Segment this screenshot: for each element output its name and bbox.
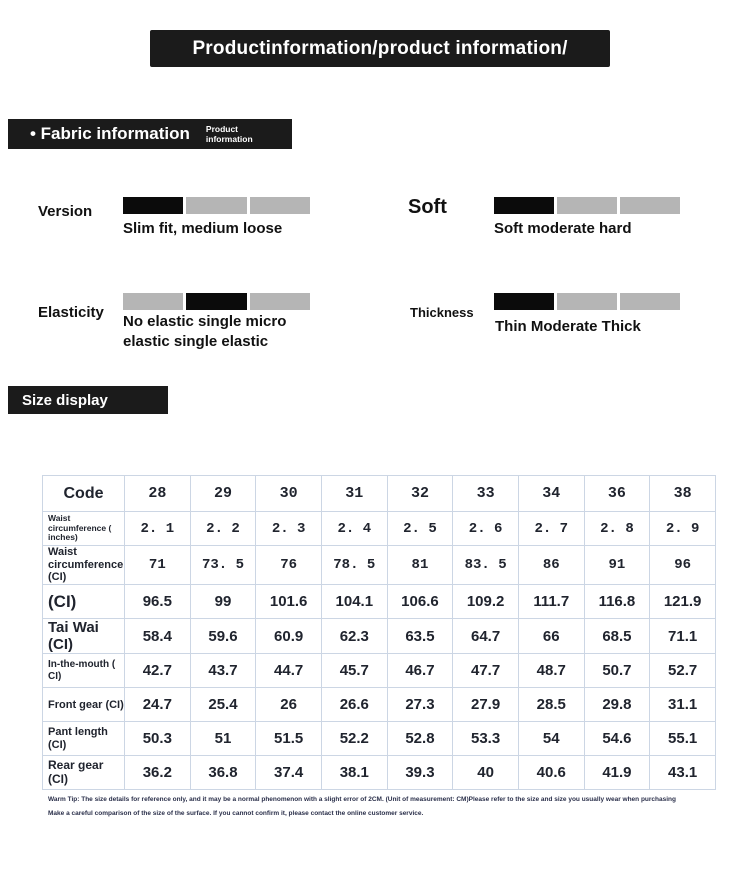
table-cell: 99 — [190, 584, 256, 618]
table-cell: 76 — [256, 546, 322, 585]
row-label: In-the-mouth ( CI) — [43, 654, 125, 688]
table-cell: 39.3 — [387, 756, 453, 790]
bar-segment-black — [494, 197, 554, 214]
table-cell: 40.6 — [518, 756, 584, 790]
table-cell: 96.5 — [125, 584, 191, 618]
table-header-size: 29 — [190, 476, 256, 512]
table-cell: 83. 5 — [453, 546, 519, 585]
size-display-header: Size display — [8, 386, 168, 414]
table-cell: 24.7 — [125, 688, 191, 722]
table-cell: 51.5 — [256, 722, 322, 756]
table-cell: 58.4 — [125, 618, 191, 654]
table-row — [43, 584, 716, 618]
table-cell: 54 — [518, 722, 584, 756]
attribute-caption-thickness: Thin Moderate Thick — [495, 318, 641, 335]
row-label: Pant length (CI) — [43, 722, 125, 756]
table-cell: 2. 1 — [125, 512, 191, 546]
size-table-head — [43, 476, 716, 512]
table-cell: 43.1 — [650, 756, 716, 790]
attribute-bar-thickness — [494, 293, 680, 310]
table-cell: 66 — [518, 618, 584, 654]
table-cell: 36.2 — [125, 756, 191, 790]
table-cell: 2. 9 — [650, 512, 716, 546]
table-cell: 2. 5 — [387, 512, 453, 546]
table-cell: 45.7 — [321, 654, 387, 688]
table-cell: 91 — [584, 546, 650, 585]
attribute-label-version: Version — [38, 203, 93, 220]
table-header-size: 30 — [256, 476, 322, 512]
row-label: Waist circumference ( inches) — [43, 512, 125, 546]
attribute-bar-elasticity — [123, 293, 310, 310]
table-row — [43, 618, 716, 654]
size-table-body — [43, 512, 716, 790]
table-cell: 121.9 — [650, 584, 716, 618]
table-cell: 47.7 — [453, 654, 519, 688]
table-cell: 2. 8 — [584, 512, 650, 546]
table-cell: 116.8 — [584, 584, 650, 618]
row-label: Waist circumference (CI) — [43, 546, 125, 585]
table-cell: 2. 7 — [518, 512, 584, 546]
bar-segment-gray — [186, 197, 246, 214]
table-cell: 42.7 — [125, 654, 191, 688]
attribute-caption-soft: Soft moderate hard — [494, 220, 632, 237]
table-cell: 104.1 — [321, 584, 387, 618]
bar-segment-gray — [250, 197, 310, 214]
table-cell: 101.6 — [256, 584, 322, 618]
table-cell: 46.7 — [387, 654, 453, 688]
attribute-bar-soft — [494, 197, 680, 214]
product-information-badge: Product information — [205, 123, 253, 144]
table-cell: 60.9 — [256, 618, 322, 654]
table-row — [43, 512, 716, 546]
bar-segment-gray — [620, 293, 680, 310]
table-cell: 55.1 — [650, 722, 716, 756]
table-cell: 86 — [518, 546, 584, 585]
table-cell: 43.7 — [190, 654, 256, 688]
table-cell: 64.7 — [453, 618, 519, 654]
row-label: (CI) — [43, 584, 125, 618]
size-table — [42, 475, 716, 790]
warm-tip-note-line1: Warm Tip: The size details for reference only, and it may be a normal phenomenon with a slight error of 2CM. (Unit of measurement: CM)Please refer to the size and size you usually wear when purchasing — [48, 796, 676, 803]
table-row — [43, 546, 716, 585]
table-header-size: 34 — [518, 476, 584, 512]
warm-tip-note-line2: Make a careful comparison of the size of the surface. If you cannot confirm it, please contact the online customer service. — [48, 810, 424, 817]
bar-segment-black — [123, 197, 183, 214]
bar-segment-gray — [620, 197, 680, 214]
bar-segment-black — [494, 293, 554, 310]
table-cell: 48.7 — [518, 654, 584, 688]
table-header-size: 32 — [387, 476, 453, 512]
table-cell: 40 — [453, 756, 519, 790]
table-cell: 27.9 — [453, 688, 519, 722]
bar-segment-gray — [123, 293, 183, 310]
bar-segment-gray — [250, 293, 310, 310]
table-cell: 73. 5 — [190, 546, 256, 585]
table-cell: 44.7 — [256, 654, 322, 688]
fabric-information-title: • Fabric information — [30, 124, 190, 143]
table-cell: 62.3 — [321, 618, 387, 654]
table-cell: 52.8 — [387, 722, 453, 756]
table-cell: 81 — [387, 546, 453, 585]
table-cell: 68.5 — [584, 618, 650, 654]
bar-segment-gray — [557, 197, 617, 214]
row-label: Rear gear (CI) — [43, 756, 125, 790]
table-cell: 50.3 — [125, 722, 191, 756]
table-cell: 96 — [650, 546, 716, 585]
table-cell: 71.1 — [650, 618, 716, 654]
table-cell: 37.4 — [256, 756, 322, 790]
table-cell: 53.3 — [453, 722, 519, 756]
attribute-bar-version — [123, 197, 310, 214]
table-header-size: 38 — [650, 476, 716, 512]
table-cell: 111.7 — [518, 584, 584, 618]
page-title: Productinformation/product information/ — [150, 30, 610, 67]
table-cell: 59.6 — [190, 618, 256, 654]
bar-segment-black — [186, 293, 246, 310]
bar-segment-gray — [557, 293, 617, 310]
table-cell: 2. 6 — [453, 512, 519, 546]
table-cell: 29.8 — [584, 688, 650, 722]
row-label: Tai Wai (CI) — [43, 618, 125, 654]
table-cell: 26.6 — [321, 688, 387, 722]
table-header-size: 36 — [584, 476, 650, 512]
table-cell: 78. 5 — [321, 546, 387, 585]
table-header-code: Code — [43, 476, 125, 512]
table-cell: 2. 4 — [321, 512, 387, 546]
attribute-label-elasticity: Elasticity — [38, 304, 104, 321]
fabric-information-header — [8, 119, 292, 149]
table-cell: 36.8 — [190, 756, 256, 790]
table-row — [43, 654, 716, 688]
attribute-label-soft: Soft — [408, 196, 447, 218]
table-cell: 50.7 — [584, 654, 650, 688]
table-cell: 52.7 — [650, 654, 716, 688]
table-cell: 26 — [256, 688, 322, 722]
table-cell: 38.1 — [321, 756, 387, 790]
table-cell: 63.5 — [387, 618, 453, 654]
table-cell: 109.2 — [453, 584, 519, 618]
table-cell: 25.4 — [190, 688, 256, 722]
table-cell: 51 — [190, 722, 256, 756]
table-header-size: 33 — [453, 476, 519, 512]
table-cell: 2. 2 — [190, 512, 256, 546]
table-cell: 54.6 — [584, 722, 650, 756]
table-cell: 52.2 — [321, 722, 387, 756]
attribute-caption-elasticity: No elastic single micro elastic single elastic — [123, 313, 287, 350]
attribute-label-thickness: Thickness — [410, 305, 474, 320]
table-header-size: 28 — [125, 476, 191, 512]
table-header-size: 31 — [321, 476, 387, 512]
table-row — [43, 722, 716, 756]
table-cell: 31.1 — [650, 688, 716, 722]
attribute-caption-version: Slim fit, medium loose — [123, 220, 283, 237]
table-cell: 41.9 — [584, 756, 650, 790]
table-cell: 106.6 — [387, 584, 453, 618]
row-label: Front gear (CI) — [43, 688, 125, 722]
table-cell: 27.3 — [387, 688, 453, 722]
table-cell: 2. 3 — [256, 512, 322, 546]
table-cell: 28.5 — [518, 688, 584, 722]
table-row — [43, 688, 716, 722]
table-row — [43, 756, 716, 790]
table-cell: 71 — [125, 546, 191, 585]
